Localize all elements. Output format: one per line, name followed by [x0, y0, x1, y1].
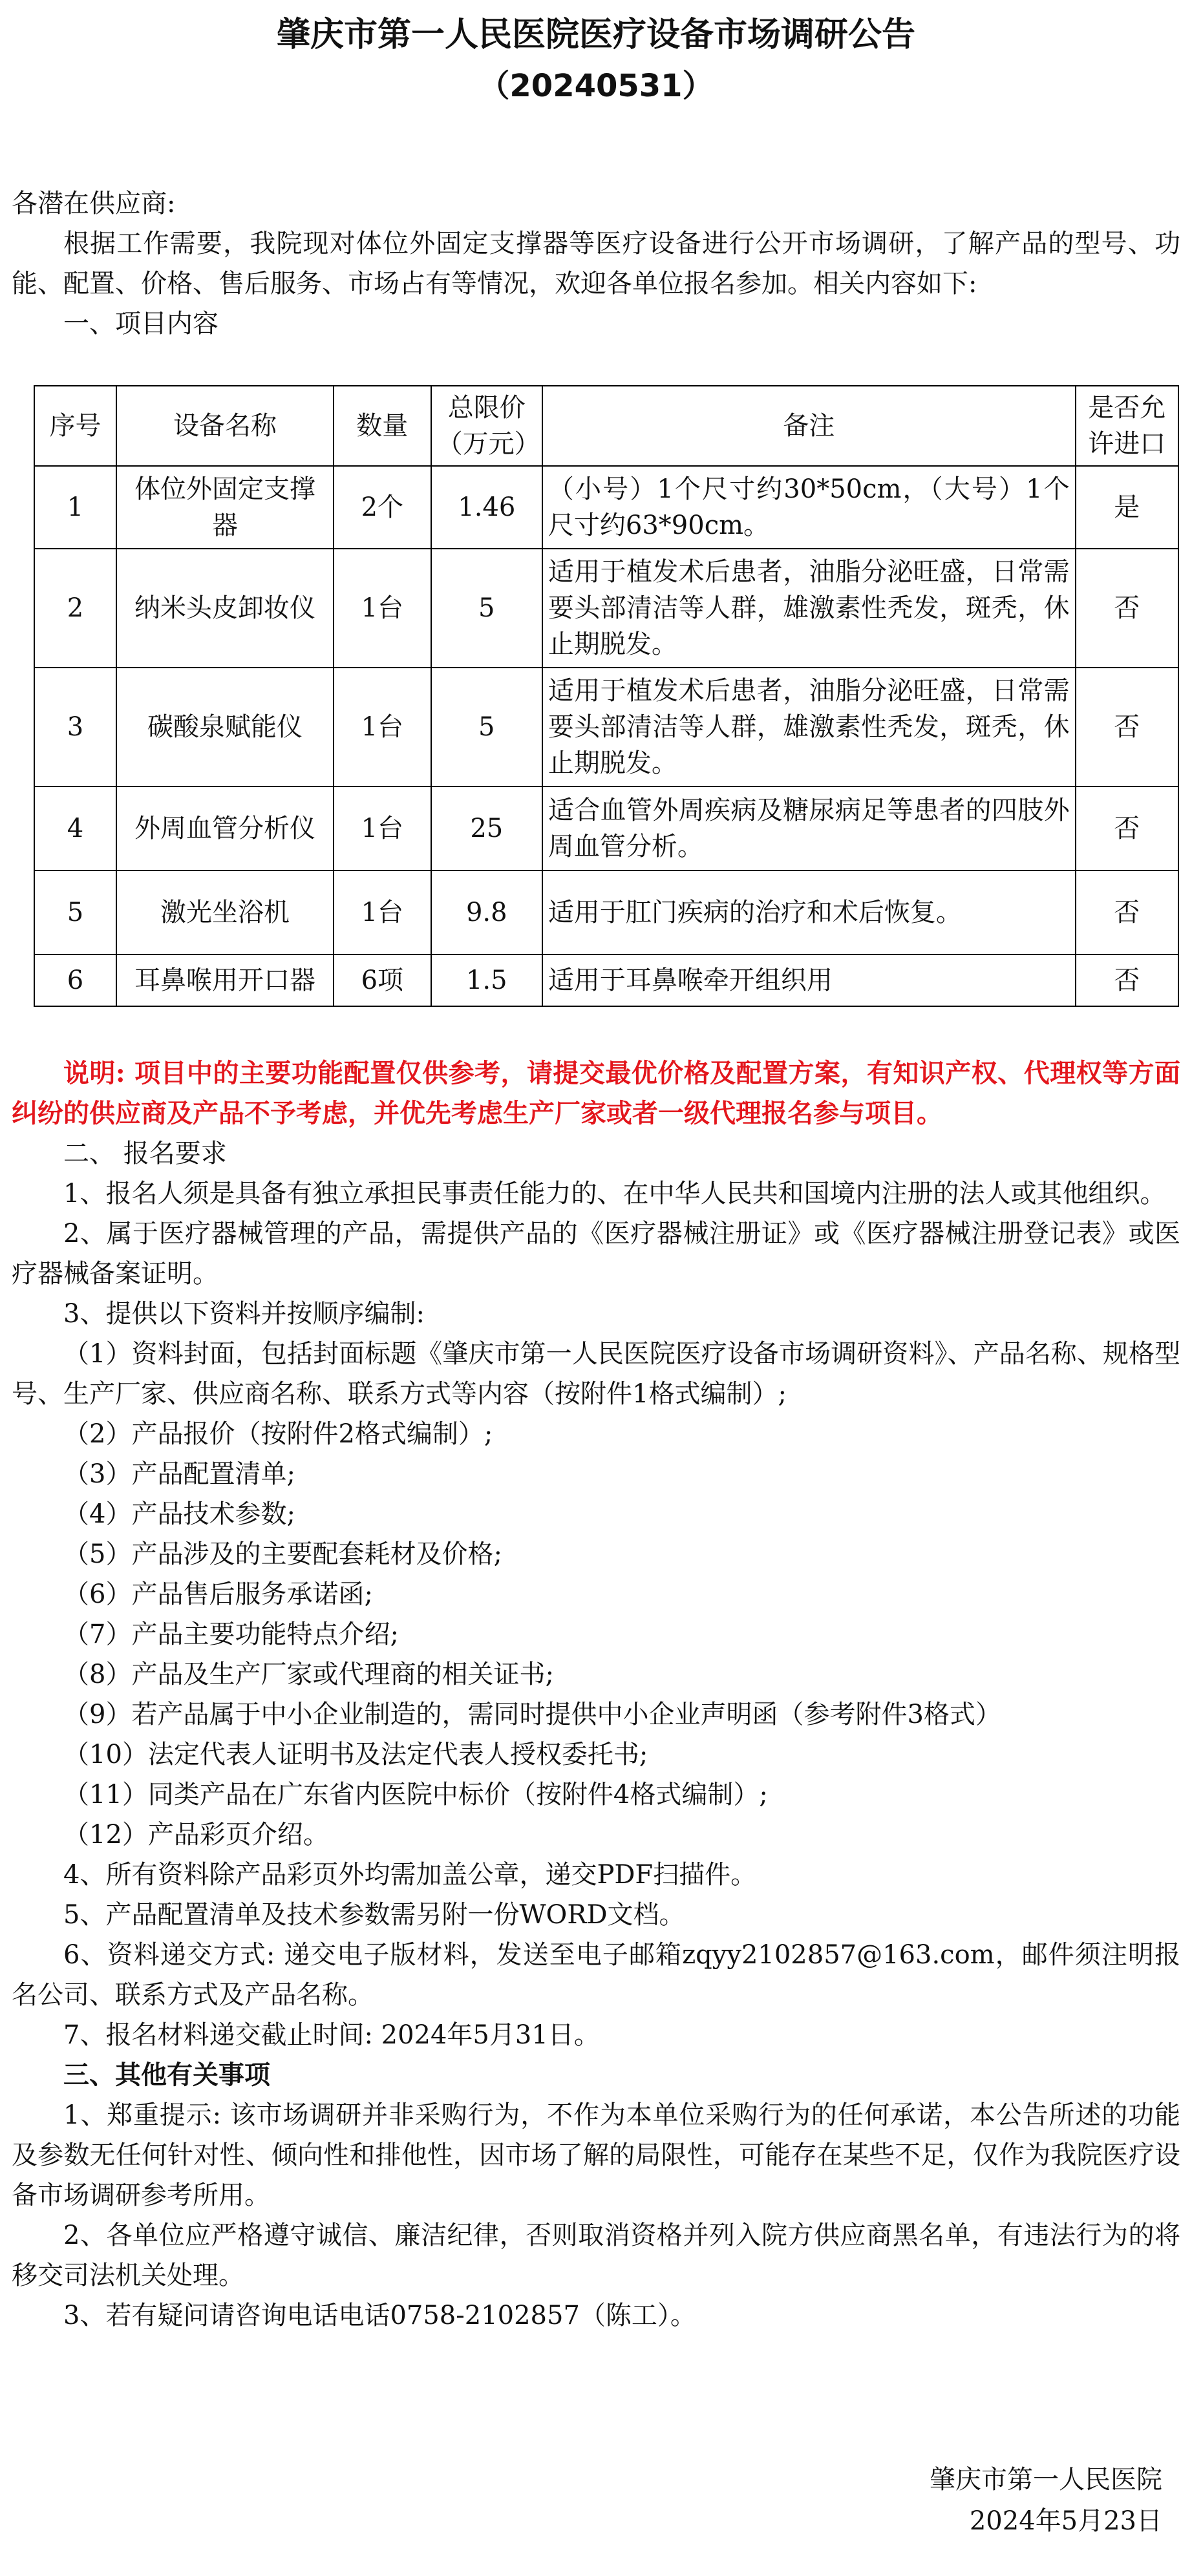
table-cell: 否 — [1076, 668, 1178, 787]
table-cell: 碳酸泉赋能仪 — [116, 668, 334, 787]
table-cell: 耳鼻喉用开口器 — [116, 955, 334, 1006]
table-cell: 1台 — [334, 871, 431, 955]
material-item: （1）资料封面，包括封面标题《肇庆市第一人民医院医疗设备市场调研资料》、产品名称、规格型号、生产厂家、供应商名称、联系方式等内容（按附件1格式编制）; — [12, 1339, 1180, 1409]
material-item: （6）产品售后服务承诺函; — [63, 1579, 373, 1609]
section2-heading: 二、 报名要求 — [63, 1139, 227, 1168]
list-item: 1、报名人须是具备有独立承担民事责任能力的、在中华人民共和国境内注册的法人或其他组织。 — [63, 1179, 1166, 1209]
material-item: （4）产品技术参数; — [63, 1499, 295, 1529]
section1-heading: 一、项目内容 — [63, 309, 218, 339]
table-cell: 1台 — [334, 549, 431, 668]
material-item: （9）若产品属于中小企业制造的，需同时提供中小企业声明函（参考附件3格式） — [63, 1700, 1001, 1729]
list-item: 1、郑重提示: 该市场调研并非采购行为，不作为本单位采购行为的任何承诺，本公告所述的功能及参数无任何针对性、倾向性和排他性，因市场了解的局限性，可能存在某些不足，仅作为我院医疗设备市场调研参考所用。 — [12, 2100, 1180, 2210]
page-title: 肇庆市第一人民医院医疗设备市场调研公告 — [276, 16, 915, 54]
material-item: （11）同类产品在广东省内医院中标价（按附件4格式编制）; — [63, 1780, 768, 1810]
table-cell: （小号）1个尺寸约30*50cm，（大号）1个尺寸约63*90cm。 — [542, 466, 1076, 549]
table-cell: 是 — [1076, 466, 1178, 549]
table-cell: 1.46 — [431, 466, 542, 549]
header-cell: 序号 — [34, 386, 116, 466]
material-item: （12）产品彩页介绍。 — [63, 1820, 329, 1850]
announcement-number: （20240531） — [478, 68, 714, 104]
table-cell: 体位外固定支撑器 — [116, 466, 334, 549]
material-item: （5）产品涉及的主要配套耗材及价格; — [63, 1539, 502, 1569]
table-row — [34, 466, 1178, 549]
header-cell: 数量 — [334, 386, 431, 466]
signature-date: 2024年5月23日 — [969, 2506, 1162, 2536]
table-row — [34, 871, 1178, 955]
header-cell: 备注 — [542, 386, 1076, 466]
table-cell: 2个 — [334, 466, 431, 549]
notice-paragraph: 说明: 项目中的主要功能配置仅供参考，请提交最优价格及配置方案，有知识产权、代理权等方面纠纷的供应商及产品不予考虑，并优先考虑生产厂家或者一级代理报名参与项目。 — [12, 1058, 1180, 1128]
list-item: 2、各单位应严格遵守诚信、廉洁纪律，否则取消资格并列入院方供应商黑名单，有违法行为的将移交司法机关处理。 — [12, 2221, 1180, 2290]
table-cell: 激光坐浴机 — [116, 871, 334, 955]
body-content — [12, 1053, 1180, 2336]
table-cell: 1.5 — [431, 955, 542, 1006]
list-item: 4、所有资料除产品彩页外均需加盖公章，递交PDF扫描件。 — [63, 1860, 757, 1890]
table-cell: 9.8 — [431, 871, 542, 955]
table-cell: 否 — [1076, 787, 1178, 871]
table-row — [34, 549, 1178, 668]
table-row — [34, 668, 1178, 787]
material-item: （10）法定代表人证明书及法定代表人授权委托书; — [63, 1740, 648, 1769]
list-item: 5、产品配置清单及技术参数需另附一份WORD文档。 — [63, 1900, 685, 1930]
intro-block — [12, 184, 1180, 344]
list-item: 3、提供以下资料并按顺序编制: — [63, 1299, 425, 1329]
section3-heading: 三、其他有关事项 — [63, 2060, 270, 2090]
material-item: （3）产品配置清单; — [63, 1459, 295, 1489]
table-cell: 2 — [34, 549, 116, 668]
list-item: 2、属于医疗器械管理的产品，需提供产品的《医疗器械注册证》或《医疗器械注册登记表》或医疗器械备案证明。 — [12, 1219, 1180, 1289]
table-cell: 适用于植发术后患者，油脂分泌旺盛，日常需要头部清洁等人群，雄激素性秃发，斑秃，休止期脱发。 — [542, 549, 1076, 668]
table-row — [34, 955, 1178, 1006]
table-cell: 纳米头皮卸妆仪 — [116, 549, 334, 668]
table-cell: 4 — [34, 787, 116, 871]
table-cell: 3 — [34, 668, 116, 787]
table-cell: 适用于耳鼻喉牵开组织用 — [542, 955, 1076, 1006]
table-cell: 5 — [431, 668, 542, 787]
table-cell: 6 — [34, 955, 116, 1006]
table-row — [34, 787, 1178, 871]
header-cell: 是否允许进口 — [1076, 386, 1178, 466]
table-cell: 否 — [1076, 549, 1178, 668]
table-cell: 否 — [1076, 955, 1178, 1006]
table-header-row — [34, 386, 1178, 466]
header-cell: 设备名称 — [116, 386, 334, 466]
table-cell: 25 — [431, 787, 542, 871]
list-item: 7、报名材料递交截止时间: 2024年5月31日。 — [63, 2020, 600, 2050]
table-cell: 5 — [34, 871, 116, 955]
greeting: 各潜在供应商: — [12, 189, 176, 218]
list-item: 6、资料递交方式: 递交电子版材料，发送至电子邮箱zqyy2102857@163.com，邮件须注明报名公司、联系方式及产品名称。 — [12, 1940, 1180, 2010]
table-cell: 适用于肛门疾病的治疗和术后恢复。 — [542, 871, 1076, 955]
table-cell: 适合血管外周疾病及糖尿病足等患者的四肢外周血管分析。 — [542, 787, 1076, 871]
material-item: （7）产品主要功能特点介绍; — [63, 1620, 399, 1649]
list-item: 3、若有疑问请咨询电话电话0758-2102857（陈工）。 — [63, 2301, 696, 2330]
table-cell: 外周血管分析仪 — [116, 787, 334, 871]
table-cell: 否 — [1076, 871, 1178, 955]
signature-org: 肇庆市第一人民医院 — [930, 2465, 1162, 2495]
intro-paragraph: 根据工作需要，我院现对体位外固定支撑器等医疗设备进行公开市场调研，了解产品的型号、功能、配置、价格、售后服务、市场占有等情况，欢迎各单位报名参加。相关内容如下: — [12, 229, 1180, 299]
table-cell: 适用于植发术后患者，油脂分泌旺盛，日常需要头部清洁等人群，雄激素性秃发，斑秃，休止期脱发。 — [542, 668, 1076, 787]
header-cell: 总限价（万元） — [431, 386, 542, 466]
table-cell: 1 — [34, 466, 116, 549]
table-cell: 5 — [431, 549, 542, 668]
equipment-table — [34, 385, 1179, 1007]
material-item: （2）产品报价（按附件2格式编制）; — [63, 1419, 493, 1449]
table-cell: 6项 — [334, 955, 431, 1006]
material-item: （8）产品及生产厂家或代理商的相关证书; — [63, 1660, 554, 1689]
table-cell: 1台 — [334, 668, 431, 787]
table-cell: 1台 — [334, 787, 431, 871]
